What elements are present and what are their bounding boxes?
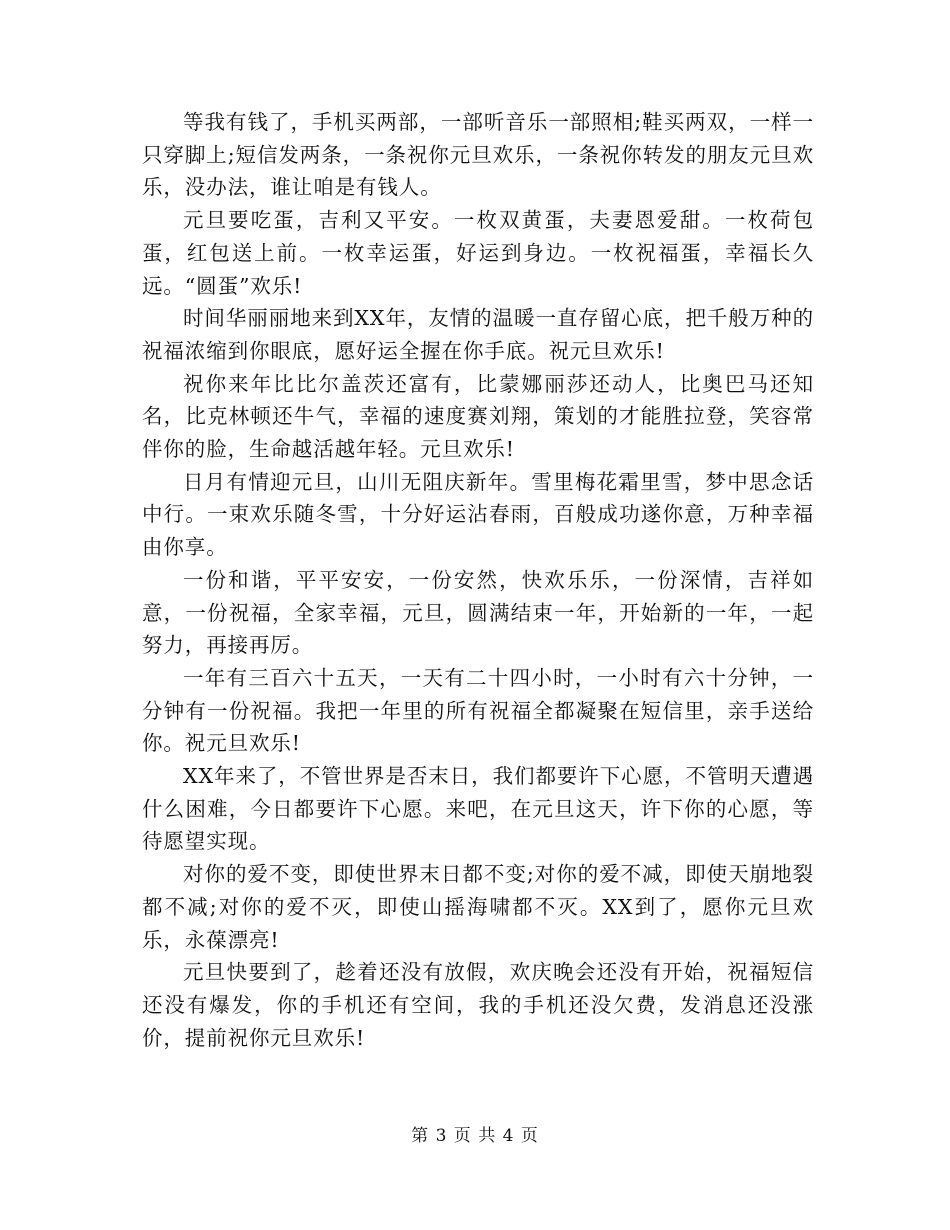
paragraph: 祝你来年比比尔盖茨还富有，比蒙娜丽莎还动人，比奥巴马还知名，比克林顿还牛气，幸福的速度赛刘翔，策划的才能胜拉登，笑容常伴你的脸，生命越活越年轻。元旦欢乐!: [142, 371, 814, 462]
paragraph: 元旦快要到了，趁着还没有放假，欢庆晚会还没有开始，祝福短信还没有爆发，你的手机还有空间，我的手机还没欠费，发消息还没涨价，提前祝你元旦欢乐!: [142, 960, 814, 1050]
footer-prefix: 第: [411, 1126, 436, 1146]
paragraph: XX年来了，不管世界是否末日，我们都要许下心愿，不管明天遭遇什么困难，今日都要许下心愿。来吧，在元旦这天，许下你的心愿，等待愿望实现。: [142, 764, 814, 854]
page-footer: [0, 1124, 950, 1148]
paragraph: 一年有三百六十五天，一天有二十四小时，一小时有六十分钟，一分钟有一份祝福。我把一年里的所有祝福全都凝聚在短信里，亲手送给你。祝元旦欢乐!: [142, 665, 814, 756]
footer-suffix: 页: [514, 1126, 539, 1146]
paragraph: 时间华丽丽地来到XX年，友情的温暖一直存留心底，把千般万种的祝福浓缩到你眼底，愿好运全握在你手底。祝元旦欢乐!: [142, 306, 814, 363]
current-page-number: 3: [435, 1126, 448, 1146]
paragraph: 等我有钱了，手机买两部，一部听音乐一部照相;鞋买两双，一样一只穿脚上;短信发两条，一条祝你元旦欢乐，一条祝你转发的朋友元旦欢乐，没办法，谁让咱是有钱人。: [142, 110, 814, 200]
total-page-count: 4: [502, 1126, 515, 1146]
paragraph: 对你的爱不变，即使世界末日都不变;对你的爱不减，即使天崩地裂都不减;对你的爱不灭，即使山摇海啸都不灭。XX到了，愿你元旦欢乐，永葆漂亮!: [142, 862, 814, 952]
paragraph: 元旦要吃蛋，吉利又平安。一枚双黄蛋，夫妻恩爱甜。一枚荷包蛋，红包送上前。一枚幸运蛋，好运到身边。一枚祝福蛋，幸福长久远。“圆蛋”欢乐!: [142, 208, 814, 298]
paragraph: 日月有情迎元旦，山川无阻庆新年。雪里梅花霜里雪，梦中思念话中行。一束欢乐随冬雪，十分好运沾春雨，百般成功遂你意，万种幸福由你享。: [142, 469, 814, 560]
document-body: [142, 106, 814, 1054]
footer-middle: 页 共: [447, 1126, 503, 1146]
paragraph: 一份和谐，平平安安，一份安然，快欢乐乐，一份深情，吉祥如意，一份祝福，全家幸福，元旦，圆满结束一年，开始新的一年，一起努力，再接再厉。: [142, 567, 814, 658]
